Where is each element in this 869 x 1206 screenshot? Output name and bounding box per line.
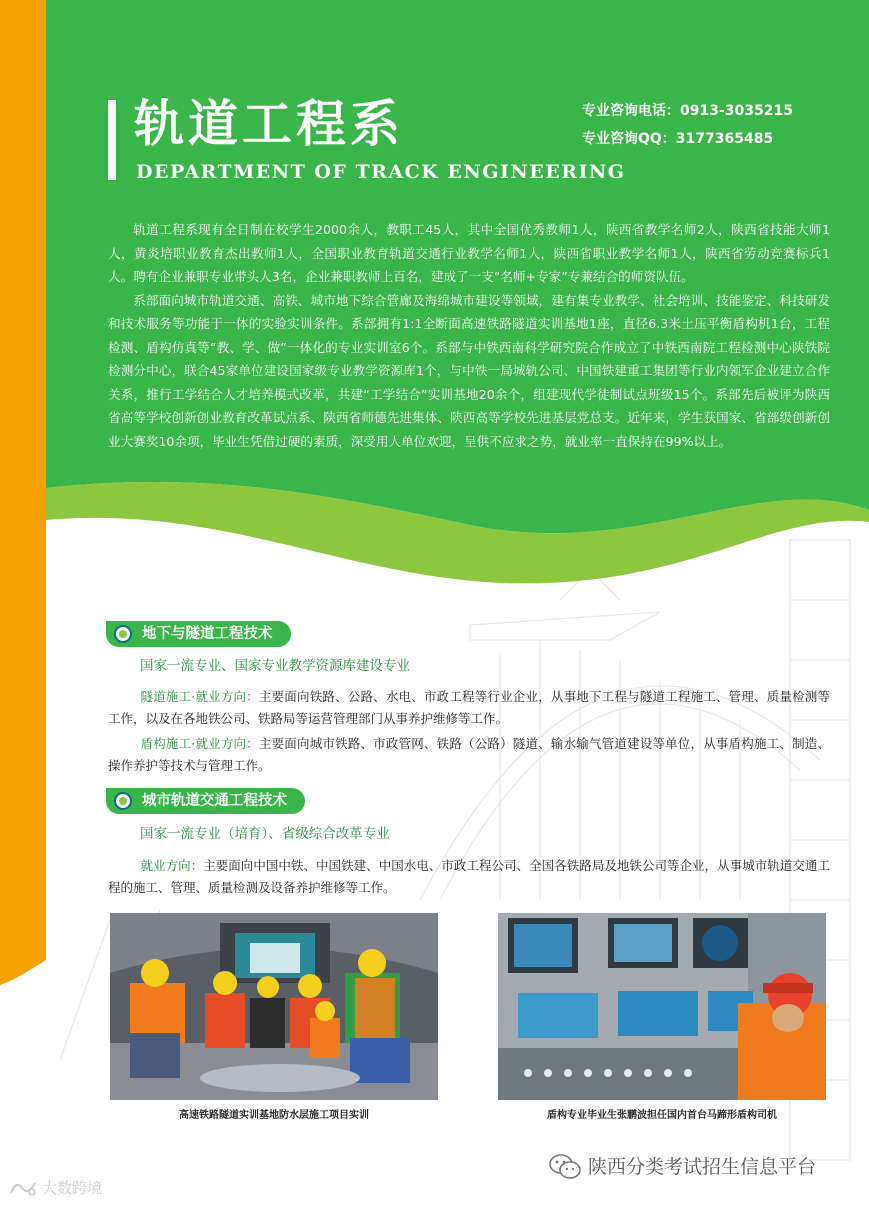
section-heading-tunnel — [106, 621, 291, 647]
section-subtitle: 国家一流专业（培育）、省级综合改革专业 — [140, 826, 390, 842]
eye-icon — [114, 792, 132, 810]
career-text: 主要面向中国中铁、中国铁建、中国水电、市政工程公司、全国各铁路局及地铁公司等企业，从事城市轨道交通工程的施工、管理、质量检测及设备养护维修等工作。 — [108, 858, 830, 895]
wechat-account[interactable] — [548, 1153, 816, 1181]
section-heading-label: 地下与隧道工程技术 — [142, 626, 273, 642]
department-intro — [108, 218, 830, 453]
watermark-logo-icon — [8, 1178, 38, 1198]
page-title: 轨道工程系 — [134, 95, 404, 153]
career-text: 主要面向城市铁路、市政管网、铁路（公路）隧道、输水输气管道建设等单位，从事盾构施工、制造、操作养护等技术与管理工作。 — [108, 736, 830, 773]
wechat-icon — [548, 1153, 582, 1181]
career-direction-urban-rail — [108, 855, 830, 899]
section-subtitle: 国家一流专业、国家专业教学资源库建设专业 — [140, 658, 410, 674]
eye-icon — [114, 625, 132, 643]
career-label: 就业方向： — [140, 858, 204, 873]
photo-caption: 高速铁路隧道实训基地防水层施工项目实训 — [179, 1110, 369, 1121]
career-direction-shield — [108, 733, 830, 777]
career-direction-tunnel — [108, 686, 830, 730]
career-label: 盾构施工·就业方向： — [140, 736, 259, 751]
section-heading-urban-rail — [106, 788, 305, 814]
photo-shield-machine-operator — [498, 913, 826, 1100]
intro-paragraph-2: 系部面向城市轨道交通、高铁、城市地下综合管廊及海绵城市建设等领域，建有集专业教学、社会培训、技能鉴定、科技研发和技术服务等功能于一体的实验实训条件。系部拥有1:1全断面高速铁路隧道实训基地1座，直径6.3米土压平衡盾构机1台，工程检测、盾构仿真等“教、学、做”一体化的专业实训室6个。系部与中铁西南科学研究院合作成立了中铁西南院工程检测中心陕铁院检测分中心，联合45家单位建设国家级专业教学资源库1个，与中铁一局城轨公司、中国铁建重工集团等行业内领军企业建立合作关系，推行工学结合人才培养模式改革，共建“工学结合”实训基地20余个，组建现代学徒制试点班级15个。系部先后被评为陕西省高等学校创新创业教育改革试点系、陕西省师德先进集体、陕西高等学校先进基层党总支。近年来，学生获国家、省部级创新创业大赛奖10余项，毕业生凭借过硬的素质，深受用人单位欢迎，呈供不应求之势，就业率一直保持在99%以上。 — [108, 292, 830, 449]
photo-caption: 盾构专业毕业生张鹏波担任国内首台马蹄形盾构司机 — [547, 1110, 777, 1121]
wechat-account-name: 陕西分类考试招生信息平台 — [588, 1156, 817, 1178]
career-label: 隧道施工·就业方向： — [140, 689, 259, 704]
career-text: 主要面向铁路、公路、水电、市政工程等行业企业，从事地下工程与隧道工程施工、管理、质量检测等工作，以及在各地铁公司、铁路局等运营管理部门从事养护维修等工作。 — [108, 689, 830, 726]
contact-phone: 专业咨询电话：0913-3035215 — [582, 103, 793, 119]
contact-qq: 专业咨询QQ：3177365485 — [582, 131, 774, 147]
page-title-english: DEPARTMENT OF TRACK ENGINEERING — [136, 161, 626, 183]
watermark-text: 大数跨境 — [42, 1179, 103, 1197]
section-heading-label: 城市轨道交通工程技术 — [142, 793, 287, 809]
title-accent-bar — [108, 100, 116, 180]
intro-paragraph-1: 轨道工程系现有全日制在校学生2000余人，教职工45人，其中全国优秀教师1人，陕西省教学名师2人，陕西省技能大师1人，黄炎培职业教育杰出教师1人，全国职业教育轨道交通行业教学名师1人，陕西省职业教学名师1人，陕西省劳动竞赛标兵1人。聘有企业兼职专业带头人3名，企业兼职教师上百名，建成了一支“名师+专家”专兼结合的师资队伍。 — [108, 222, 830, 284]
photo-tunnel-training — [110, 913, 438, 1100]
watermark — [8, 1177, 102, 1199]
